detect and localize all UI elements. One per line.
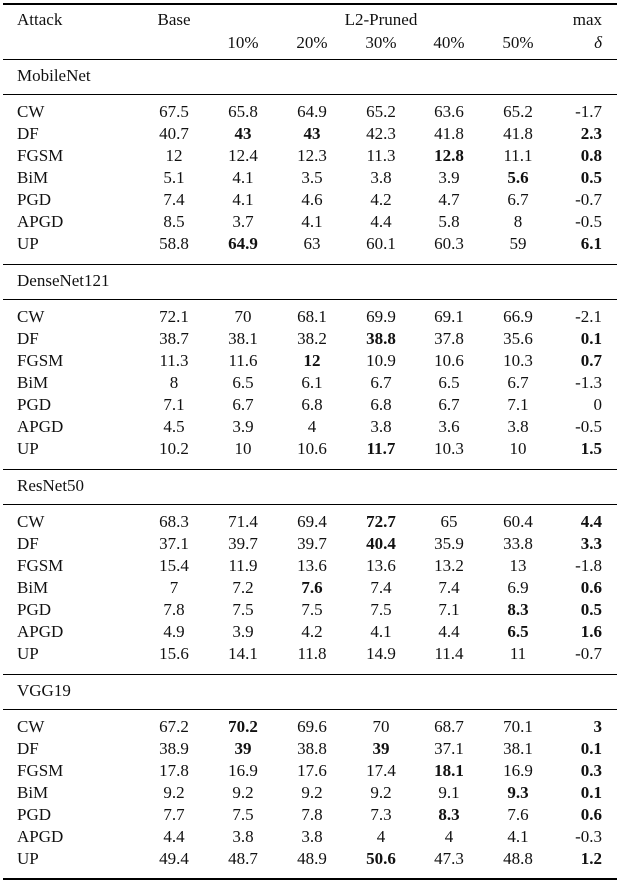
value-cell: 37.1 bbox=[159, 534, 189, 553]
max-delta-cell: 0 bbox=[593, 395, 602, 414]
value-cell: 7.4 bbox=[163, 190, 185, 209]
value-cell: 49.4 bbox=[159, 849, 189, 868]
value-cell: 6.8 bbox=[301, 395, 323, 414]
value-cell: 67.5 bbox=[159, 102, 189, 121]
top-rule bbox=[3, 3, 617, 5]
value-cell: 12.3 bbox=[297, 146, 327, 165]
value-cell: 47.3 bbox=[434, 849, 464, 868]
value-cell: 64.9 bbox=[228, 234, 258, 253]
attack-name: APGD bbox=[17, 212, 64, 231]
value-cell: 72.7 bbox=[366, 512, 396, 531]
attack-name: PGD bbox=[17, 600, 52, 619]
value-cell: 9.2 bbox=[232, 783, 254, 802]
value-cell: 6.5 bbox=[232, 373, 254, 392]
value-cell: 4.1 bbox=[507, 827, 529, 846]
value-cell: 14.1 bbox=[228, 644, 258, 663]
attack-name: FGSM bbox=[17, 761, 64, 780]
value-cell: 17.6 bbox=[297, 761, 327, 780]
value-cell: 8.3 bbox=[438, 805, 460, 824]
value-cell: 38.9 bbox=[159, 739, 189, 758]
attack-name: PGD bbox=[17, 190, 52, 209]
value-cell: 69.4 bbox=[297, 512, 327, 531]
attack-name: FGSM bbox=[17, 556, 64, 575]
value-cell: 4.2 bbox=[370, 190, 392, 209]
max-delta-cell: 6.1 bbox=[580, 234, 602, 253]
value-cell: 7.5 bbox=[232, 805, 254, 824]
value-cell: 58.8 bbox=[159, 234, 189, 253]
max-delta-cell: 1.2 bbox=[580, 849, 602, 868]
value-cell: 38.1 bbox=[228, 329, 258, 348]
value-cell: 65.8 bbox=[228, 102, 258, 121]
value-cell: 12.4 bbox=[228, 146, 258, 165]
attack-name: DF bbox=[17, 534, 39, 553]
attack-name: PGD bbox=[17, 395, 52, 414]
value-cell: 3.8 bbox=[301, 827, 323, 846]
value-cell: 4.1 bbox=[232, 190, 254, 209]
attack-name: CW bbox=[17, 512, 45, 531]
value-cell: 8.3 bbox=[507, 600, 529, 619]
value-cell: 11.3 bbox=[366, 146, 396, 165]
value-cell: 41.8 bbox=[503, 124, 533, 143]
value-cell: 10.3 bbox=[503, 351, 533, 370]
section-title: DenseNet121 bbox=[17, 271, 110, 290]
attack-name: FGSM bbox=[17, 146, 64, 165]
value-cell: 35.6 bbox=[503, 329, 533, 348]
max-delta-cell: 0.5 bbox=[580, 600, 602, 619]
header-level-30: 30% bbox=[365, 33, 397, 52]
value-cell: 38.8 bbox=[297, 739, 327, 758]
value-cell: 12 bbox=[303, 351, 321, 370]
attack-name: UP bbox=[17, 849, 39, 868]
value-cell: 15.6 bbox=[159, 644, 189, 663]
value-cell: 3.7 bbox=[232, 212, 254, 231]
value-cell: 65 bbox=[440, 512, 458, 531]
value-cell: 4 bbox=[307, 417, 317, 436]
max-delta-cell: 3 bbox=[593, 717, 602, 736]
value-cell: 70.2 bbox=[228, 717, 258, 736]
max-delta-cell: 0.6 bbox=[580, 578, 602, 597]
max-delta-cell: 2.3 bbox=[580, 124, 602, 143]
value-cell: 10.6 bbox=[297, 439, 327, 458]
value-cell: 6.7 bbox=[438, 395, 460, 414]
value-cell: 11.6 bbox=[228, 351, 258, 370]
value-cell: 4.1 bbox=[370, 622, 392, 641]
value-cell: 68.1 bbox=[297, 307, 327, 326]
value-cell: 38.7 bbox=[159, 329, 189, 348]
value-cell: 9.2 bbox=[301, 783, 323, 802]
attack-name: PGD bbox=[17, 805, 52, 824]
value-cell: 13.6 bbox=[297, 556, 327, 575]
value-cell: 11.7 bbox=[366, 439, 396, 458]
value-cell: 4.7 bbox=[438, 190, 460, 209]
attack-name: UP bbox=[17, 234, 39, 253]
value-cell: 7.4 bbox=[438, 578, 460, 597]
value-cell: 11 bbox=[509, 644, 527, 663]
value-cell: 3.9 bbox=[232, 622, 254, 641]
header-level-40: 40% bbox=[433, 33, 465, 52]
value-cell: 7.1 bbox=[507, 395, 529, 414]
value-cell: 16.9 bbox=[228, 761, 258, 780]
value-cell: 3.5 bbox=[301, 168, 323, 187]
value-cell: 3.8 bbox=[232, 827, 254, 846]
section-rule bbox=[3, 469, 617, 470]
value-cell: 50.6 bbox=[366, 849, 396, 868]
value-cell: 12 bbox=[165, 146, 183, 165]
header-max: max bbox=[572, 10, 602, 29]
value-cell: 70 bbox=[372, 717, 390, 736]
value-cell: 9.2 bbox=[163, 783, 185, 802]
value-cell: 17.4 bbox=[366, 761, 396, 780]
value-cell: 4.1 bbox=[232, 168, 254, 187]
value-cell: 48.7 bbox=[228, 849, 258, 868]
value-cell: 4 bbox=[376, 827, 386, 846]
section-rule bbox=[3, 264, 617, 265]
value-cell: 4.1 bbox=[301, 212, 323, 231]
value-cell: 38.8 bbox=[366, 329, 396, 348]
value-cell: 3.9 bbox=[438, 168, 460, 187]
max-delta-cell: 1.5 bbox=[580, 439, 602, 458]
max-delta-cell: -1.7 bbox=[575, 102, 602, 121]
value-cell: 48.9 bbox=[297, 849, 327, 868]
bottom-rule bbox=[3, 878, 617, 880]
attack-name: CW bbox=[17, 307, 45, 326]
value-cell: 14.9 bbox=[366, 644, 396, 663]
section-rule bbox=[3, 299, 617, 300]
value-cell: 9.3 bbox=[507, 783, 529, 802]
attack-name: APGD bbox=[17, 417, 64, 436]
value-cell: 7.5 bbox=[301, 600, 323, 619]
value-cell: 7.8 bbox=[163, 600, 185, 619]
value-cell: 6.5 bbox=[507, 622, 529, 641]
value-cell: 65.2 bbox=[503, 102, 533, 121]
value-cell: 43 bbox=[234, 124, 252, 143]
value-cell: 3.8 bbox=[507, 417, 529, 436]
value-cell: 40.4 bbox=[366, 534, 396, 553]
attack-name: DF bbox=[17, 739, 39, 758]
value-cell: 11.1 bbox=[503, 146, 533, 165]
value-cell: 63.6 bbox=[434, 102, 464, 121]
value-cell: 11.9 bbox=[228, 556, 258, 575]
header-base: Base bbox=[157, 10, 191, 29]
max-delta-cell: 0.8 bbox=[580, 146, 602, 165]
attack-name: CW bbox=[17, 102, 45, 121]
value-cell: 3.8 bbox=[370, 168, 392, 187]
value-cell: 69.9 bbox=[366, 307, 396, 326]
value-cell: 3.6 bbox=[438, 417, 460, 436]
section-rule bbox=[3, 504, 617, 505]
max-delta-cell: -1.8 bbox=[575, 556, 602, 575]
value-cell: 70 bbox=[234, 307, 252, 326]
max-delta-cell: -0.7 bbox=[575, 190, 602, 209]
value-cell: 70.1 bbox=[503, 717, 533, 736]
max-delta-cell: 0.6 bbox=[580, 805, 602, 824]
value-cell: 16.9 bbox=[503, 761, 533, 780]
value-cell: 68.7 bbox=[434, 717, 464, 736]
attack-name: UP bbox=[17, 644, 39, 663]
value-cell: 8.5 bbox=[163, 212, 185, 231]
value-cell: 11.8 bbox=[297, 644, 327, 663]
value-cell: 4.4 bbox=[438, 622, 460, 641]
max-delta-cell: -0.5 bbox=[575, 212, 602, 231]
value-cell: 60.3 bbox=[434, 234, 464, 253]
value-cell: 6.5 bbox=[438, 373, 460, 392]
max-delta-cell: 0.1 bbox=[580, 329, 602, 348]
attack-name: BiM bbox=[17, 578, 49, 597]
value-cell: 6.7 bbox=[232, 395, 254, 414]
attack-name: APGD bbox=[17, 827, 64, 846]
value-cell: 35.9 bbox=[434, 534, 464, 553]
value-cell: 6.7 bbox=[370, 373, 392, 392]
value-cell: 11.4 bbox=[434, 644, 464, 663]
value-cell: 13 bbox=[509, 556, 527, 575]
value-cell: 17.8 bbox=[159, 761, 189, 780]
attack-name: DF bbox=[17, 124, 39, 143]
value-cell: 4.5 bbox=[163, 417, 185, 436]
value-cell: 18.1 bbox=[434, 761, 464, 780]
value-cell: 7 bbox=[169, 578, 179, 597]
attack-name: BiM bbox=[17, 373, 49, 392]
value-cell: 5.6 bbox=[507, 168, 529, 187]
value-cell: 6.8 bbox=[370, 395, 392, 414]
section-title: MobileNet bbox=[17, 66, 91, 85]
value-cell: 12.8 bbox=[434, 146, 464, 165]
max-delta-cell: -0.5 bbox=[575, 417, 602, 436]
value-cell: 39.7 bbox=[228, 534, 258, 553]
value-cell: 37.1 bbox=[434, 739, 464, 758]
value-cell: 7.3 bbox=[370, 805, 392, 824]
value-cell: 7.2 bbox=[232, 578, 254, 597]
value-cell: 7.7 bbox=[163, 805, 185, 824]
value-cell: 7.5 bbox=[232, 600, 254, 619]
section-rule bbox=[3, 674, 617, 675]
value-cell: 4.4 bbox=[163, 827, 185, 846]
value-cell: 10 bbox=[234, 439, 252, 458]
max-delta-cell: 4.4 bbox=[580, 512, 602, 531]
value-cell: 39 bbox=[234, 739, 252, 758]
value-cell: 64.9 bbox=[297, 102, 327, 121]
value-cell: 3.9 bbox=[232, 417, 254, 436]
value-cell: 67.2 bbox=[159, 717, 189, 736]
max-delta-cell: 0.3 bbox=[580, 761, 602, 780]
value-cell: 69.1 bbox=[434, 307, 464, 326]
max-delta-cell: -0.7 bbox=[575, 644, 602, 663]
value-cell: 5.1 bbox=[163, 168, 185, 187]
header-attack: Attack bbox=[17, 10, 63, 29]
max-delta-cell: -0.3 bbox=[575, 827, 602, 846]
value-cell: 7.6 bbox=[301, 578, 323, 597]
value-cell: 65.2 bbox=[366, 102, 396, 121]
value-cell: 40.7 bbox=[159, 124, 189, 143]
value-cell: 6.7 bbox=[507, 190, 529, 209]
value-cell: 5.8 bbox=[438, 212, 460, 231]
value-cell: 10.6 bbox=[434, 351, 464, 370]
value-cell: 7.4 bbox=[370, 578, 392, 597]
value-cell: 10.3 bbox=[434, 439, 464, 458]
value-cell: 4.2 bbox=[301, 622, 323, 641]
value-cell: 60.1 bbox=[366, 234, 396, 253]
value-cell: 15.4 bbox=[159, 556, 189, 575]
value-cell: 59 bbox=[509, 234, 527, 253]
value-cell: 6.9 bbox=[507, 578, 529, 597]
value-cell: 10.9 bbox=[366, 351, 396, 370]
value-cell: 10 bbox=[509, 439, 527, 458]
value-cell: 38.1 bbox=[503, 739, 533, 758]
value-cell: 69.6 bbox=[297, 717, 327, 736]
value-cell: 8 bbox=[513, 212, 523, 231]
value-cell: 4 bbox=[444, 827, 454, 846]
max-delta-cell: 3.3 bbox=[580, 534, 602, 553]
value-cell: 71.4 bbox=[228, 512, 258, 531]
attack-name: UP bbox=[17, 439, 39, 458]
value-cell: 7.1 bbox=[438, 600, 460, 619]
value-cell: 41.8 bbox=[434, 124, 464, 143]
header-delta: δ bbox=[594, 33, 602, 52]
value-cell: 6.7 bbox=[507, 373, 529, 392]
value-cell: 33.8 bbox=[503, 534, 533, 553]
value-cell: 63 bbox=[303, 234, 321, 253]
attack-name: BiM bbox=[17, 168, 49, 187]
max-delta-cell: 0.1 bbox=[580, 783, 602, 802]
value-cell: 3.8 bbox=[370, 417, 392, 436]
section-rule bbox=[3, 94, 617, 95]
value-cell: 68.3 bbox=[159, 512, 189, 531]
value-cell: 4.9 bbox=[163, 622, 185, 641]
header-level-20: 20% bbox=[296, 33, 328, 52]
attack-name: CW bbox=[17, 717, 45, 736]
value-cell: 9.2 bbox=[370, 783, 392, 802]
value-cell: 4.6 bbox=[301, 190, 323, 209]
value-cell: 43 bbox=[303, 124, 321, 143]
max-delta-cell: -2.1 bbox=[575, 307, 602, 326]
value-cell: 39 bbox=[372, 739, 390, 758]
max-delta-cell: 0.5 bbox=[580, 168, 602, 187]
value-cell: 9.1 bbox=[438, 783, 460, 802]
value-cell: 10.2 bbox=[159, 439, 189, 458]
value-cell: 38.2 bbox=[297, 329, 327, 348]
max-delta-cell: 0.7 bbox=[580, 351, 602, 370]
value-cell: 4.4 bbox=[370, 212, 392, 231]
value-cell: 7.8 bbox=[301, 805, 323, 824]
section-rule bbox=[3, 709, 617, 710]
value-cell: 37.8 bbox=[434, 329, 464, 348]
value-cell: 7.5 bbox=[370, 600, 392, 619]
value-cell: 13.2 bbox=[434, 556, 464, 575]
value-cell: 7.6 bbox=[507, 805, 529, 824]
value-cell: 39.7 bbox=[297, 534, 327, 553]
attack-name: DF bbox=[17, 329, 39, 348]
header-level-50: 50% bbox=[502, 33, 534, 52]
header-level-10: 10% bbox=[227, 33, 259, 52]
section-rule bbox=[3, 59, 617, 60]
value-cell: 6.1 bbox=[301, 373, 323, 392]
value-cell: 13.6 bbox=[366, 556, 396, 575]
value-cell: 60.4 bbox=[503, 512, 533, 531]
value-cell: 7.1 bbox=[163, 395, 185, 414]
attack-name: FGSM bbox=[17, 351, 64, 370]
attack-name: APGD bbox=[17, 622, 64, 641]
value-cell: 48.8 bbox=[503, 849, 533, 868]
section-title: ResNet50 bbox=[17, 476, 85, 495]
max-delta-cell: -1.3 bbox=[575, 373, 602, 392]
value-cell: 42.3 bbox=[366, 124, 396, 143]
attack-name: BiM bbox=[17, 783, 49, 802]
max-delta-cell: 1.6 bbox=[580, 622, 602, 641]
value-cell: 11.3 bbox=[159, 351, 189, 370]
max-delta-cell: 0.1 bbox=[580, 739, 602, 758]
header-l2-pruned: L2-Pruned bbox=[344, 10, 418, 29]
value-cell: 8 bbox=[169, 373, 179, 392]
section-title: VGG19 bbox=[17, 681, 71, 700]
value-cell: 66.9 bbox=[503, 307, 533, 326]
value-cell: 72.1 bbox=[159, 307, 189, 326]
